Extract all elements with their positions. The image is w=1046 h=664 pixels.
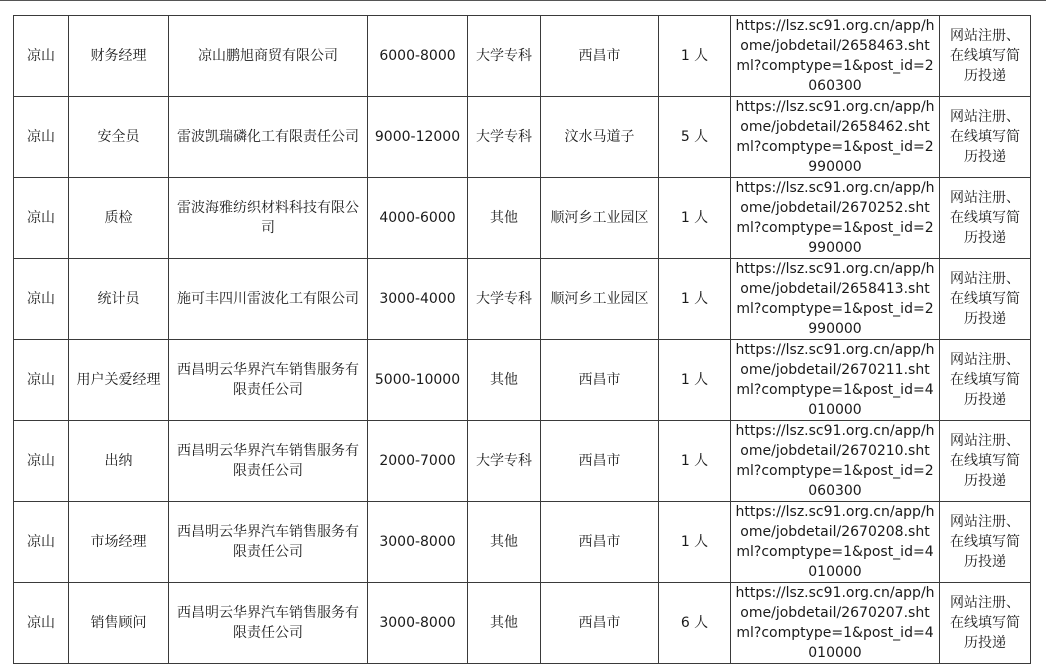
job-listings-table bbox=[13, 15, 1031, 664]
table-row bbox=[14, 421, 1031, 502]
location-cell: 西昌市 bbox=[541, 583, 659, 664]
salary-cell: 3000-8000 bbox=[368, 583, 468, 664]
company-cell: 西昌明云华界汽车销售服务有限责任公司 bbox=[169, 421, 368, 502]
region-cell: 凉山 bbox=[14, 502, 69, 583]
top-divider bbox=[0, 0, 1046, 1]
position-cell: 财务经理 bbox=[69, 16, 169, 97]
salary-cell: 2000-7000 bbox=[368, 421, 468, 502]
company-cell: 西昌明云华界汽车销售服务有限责任公司 bbox=[169, 502, 368, 583]
salary-cell: 9000-12000 bbox=[368, 97, 468, 178]
education-cell: 大学专科 bbox=[468, 97, 541, 178]
location-cell: 汶水马道子 bbox=[541, 97, 659, 178]
company-cell: 雷波海雅纺织材料科技有限公司 bbox=[169, 178, 368, 259]
headcount-cell: 5 人 bbox=[659, 97, 731, 178]
headcount-cell: 6 人 bbox=[659, 583, 731, 664]
location-cell: 西昌市 bbox=[541, 421, 659, 502]
job-link-cell[interactable]: https://lsz.sc91.org.cn/app/home/jobdetail/2670208.shtml?comptype=1&post_id=4010000 bbox=[731, 502, 940, 583]
job-link-cell[interactable]: https://lsz.sc91.org.cn/app/home/jobdetail/2670207.shtml?comptype=1&post_id=4010000 bbox=[731, 583, 940, 664]
region-cell: 凉山 bbox=[14, 178, 69, 259]
education-cell: 大学专科 bbox=[468, 259, 541, 340]
company-cell: 雷波凯瑞磷化工有限责任公司 bbox=[169, 97, 368, 178]
position-cell: 市场经理 bbox=[69, 502, 169, 583]
apply-method-cell: 网站注册、在线填写简历投递 bbox=[940, 259, 1031, 340]
region-cell: 凉山 bbox=[14, 340, 69, 421]
salary-cell: 6000-8000 bbox=[368, 16, 468, 97]
apply-method-cell: 网站注册、在线填写简历投递 bbox=[940, 340, 1031, 421]
table-row bbox=[14, 583, 1031, 664]
location-cell: 顺河乡工业园区 bbox=[541, 259, 659, 340]
apply-method-cell: 网站注册、在线填写简历投递 bbox=[940, 16, 1031, 97]
salary-cell: 4000-6000 bbox=[368, 178, 468, 259]
region-cell: 凉山 bbox=[14, 16, 69, 97]
position-cell: 用户关爱经理 bbox=[69, 340, 169, 421]
headcount-cell: 1 人 bbox=[659, 340, 731, 421]
job-link-cell[interactable]: https://lsz.sc91.org.cn/app/home/jobdetail/2670211.shtml?comptype=1&post_id=4010000 bbox=[731, 340, 940, 421]
location-cell: 西昌市 bbox=[541, 502, 659, 583]
table-row bbox=[14, 16, 1031, 97]
apply-method-cell: 网站注册、在线填写简历投递 bbox=[940, 178, 1031, 259]
table-row bbox=[14, 259, 1031, 340]
apply-method-cell: 网站注册、在线填写简历投递 bbox=[940, 502, 1031, 583]
education-cell: 其他 bbox=[468, 583, 541, 664]
job-link-cell[interactable]: https://lsz.sc91.org.cn/app/home/jobdetail/2670252.shtml?comptype=1&post_id=2990000 bbox=[731, 178, 940, 259]
headcount-cell: 1 人 bbox=[659, 259, 731, 340]
headcount-cell: 1 人 bbox=[659, 502, 731, 583]
company-cell: 西昌明云华界汽车销售服务有限责任公司 bbox=[169, 583, 368, 664]
position-cell: 出纳 bbox=[69, 421, 169, 502]
position-cell: 统计员 bbox=[69, 259, 169, 340]
location-cell: 西昌市 bbox=[541, 16, 659, 97]
headcount-cell: 1 人 bbox=[659, 421, 731, 502]
headcount-cell: 1 人 bbox=[659, 178, 731, 259]
education-cell: 其他 bbox=[468, 502, 541, 583]
education-cell: 大学专科 bbox=[468, 421, 541, 502]
salary-cell: 3000-8000 bbox=[368, 502, 468, 583]
position-cell: 安全员 bbox=[69, 97, 169, 178]
salary-cell: 5000-10000 bbox=[368, 340, 468, 421]
table-row bbox=[14, 502, 1031, 583]
job-link-cell[interactable]: https://lsz.sc91.org.cn/app/home/jobdetail/2658463.shtml?comptype=1&post_id=2060300 bbox=[731, 16, 940, 97]
position-cell: 销售顾问 bbox=[69, 583, 169, 664]
job-link-cell[interactable]: https://lsz.sc91.org.cn/app/home/jobdetail/2670210.shtml?comptype=1&post_id=2060300 bbox=[731, 421, 940, 502]
location-cell: 西昌市 bbox=[541, 340, 659, 421]
table-row bbox=[14, 340, 1031, 421]
position-cell: 质检 bbox=[69, 178, 169, 259]
table-row bbox=[14, 97, 1031, 178]
education-cell: 大学专科 bbox=[468, 16, 541, 97]
company-cell: 施可丰四川雷波化工有限公司 bbox=[169, 259, 368, 340]
location-cell: 顺河乡工业园区 bbox=[541, 178, 659, 259]
region-cell: 凉山 bbox=[14, 97, 69, 178]
education-cell: 其他 bbox=[468, 340, 541, 421]
region-cell: 凉山 bbox=[14, 259, 69, 340]
region-cell: 凉山 bbox=[14, 583, 69, 664]
region-cell: 凉山 bbox=[14, 421, 69, 502]
company-cell: 西昌明云华界汽车销售服务有限责任公司 bbox=[169, 340, 368, 421]
apply-method-cell: 网站注册、在线填写简历投递 bbox=[940, 583, 1031, 664]
job-link-cell[interactable]: https://lsz.sc91.org.cn/app/home/jobdetail/2658413.shtml?comptype=1&post_id=2990000 bbox=[731, 259, 940, 340]
salary-cell: 3000-4000 bbox=[368, 259, 468, 340]
apply-method-cell: 网站注册、在线填写简历投递 bbox=[940, 97, 1031, 178]
apply-method-cell: 网站注册、在线填写简历投递 bbox=[940, 421, 1031, 502]
table-row bbox=[14, 178, 1031, 259]
headcount-cell: 1 人 bbox=[659, 16, 731, 97]
job-link-cell[interactable]: https://lsz.sc91.org.cn/app/home/jobdetail/2658462.shtml?comptype=1&post_id=2990000 bbox=[731, 97, 940, 178]
company-cell: 凉山鹏旭商贸有限公司 bbox=[169, 16, 368, 97]
education-cell: 其他 bbox=[468, 178, 541, 259]
